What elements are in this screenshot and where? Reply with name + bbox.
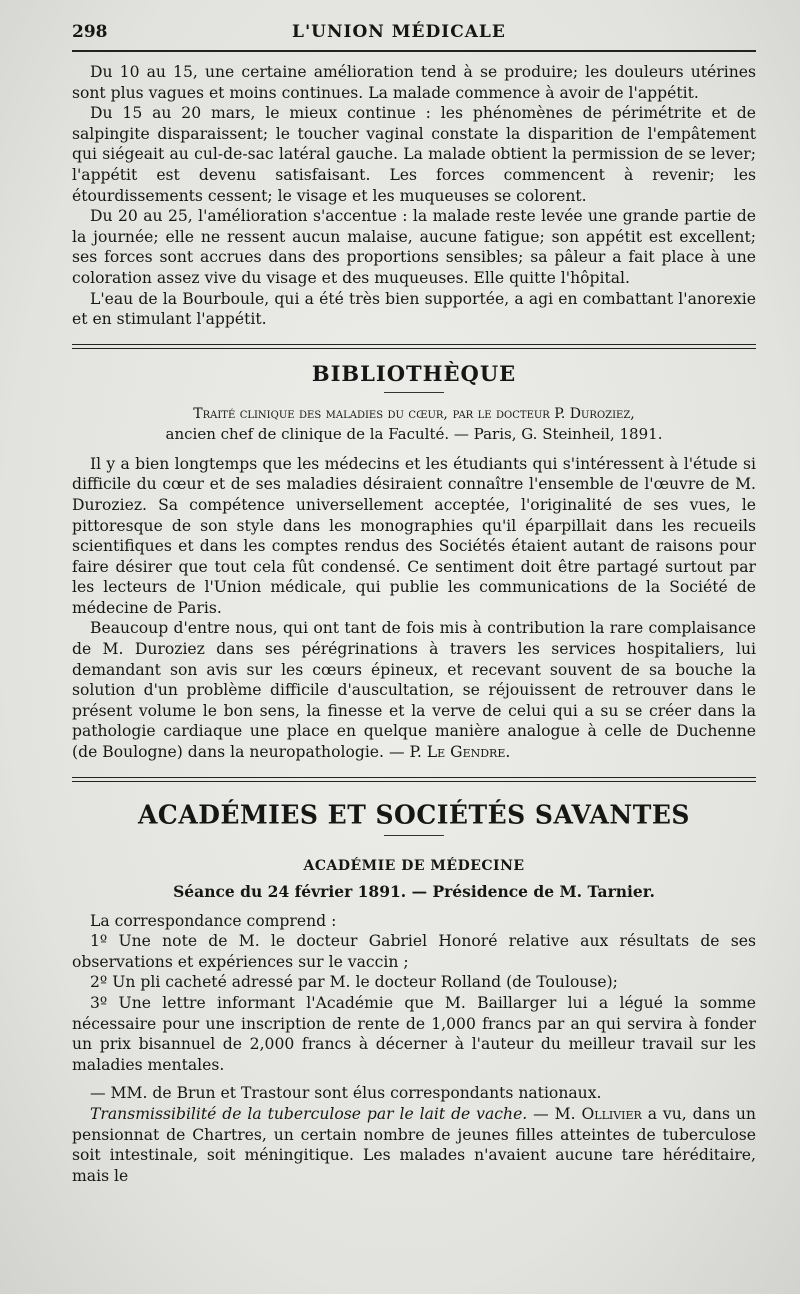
header-rule bbox=[72, 50, 756, 52]
review-paragraph bbox=[72, 618, 756, 762]
academies-title: ACADÉMIES ET SOCIÉTÉS SAVANTES bbox=[138, 798, 690, 830]
title-underline bbox=[384, 835, 444, 836]
case-paragraph: L'eau de la Bourboule, qui a été très bien supportée, a agi en combattant l'anorexie et en stimulant l'appétit. bbox=[72, 289, 756, 329]
running-title: L'UNION MÉDICALE bbox=[292, 22, 506, 42]
transmission-text: a vu, dans un pensionnat de Chartres, un certain nombre de jeunes filles atteintes de tuberculose soit intestinale, soit méningitique. Les malades n'avaient aucune tare héréditaire, mais le bbox=[72, 1104, 756, 1185]
case-paragraph: Du 15 au 20 mars, le mieux continue : les phénomènes de périmétrite et de salpingite disparaissent; le toucher vaginal constate la disparition de l'empâtement qui siégeait au cul-de-sac latéral gauche. La malade obtient la permission de se lever; l'appétit est devenu satisfaisant. Les forces commencent à revenir; les étourdissements cessent; le visage et les muqueuses se colorent. bbox=[72, 104, 756, 205]
transmission-speaker: — M. Ollivier bbox=[533, 1104, 642, 1123]
book-author: par le docteur P. Duroziez, bbox=[452, 405, 635, 422]
case-report-continuation bbox=[72, 62, 756, 330]
section-divider-inner bbox=[72, 348, 756, 349]
bibliotheque-title: BIBLIOTHÈQUE bbox=[311, 360, 517, 386]
case-paragraph: Du 20 au 25, l'amélioration s'accentue : la malade reste levée une grande partie de la journée; elle ne ressent aucun malaise, aucune fatigue; son appétit est excellent; ses forces sont accrues dans des proportions sensibles; sa pâleur a fait place à une coloration assez vive du visage et des muqueuses. Elle quitte l'hôpital. bbox=[72, 207, 756, 287]
page-number: 298 bbox=[72, 22, 108, 42]
section-divider-inner bbox=[72, 781, 756, 782]
review-paragraph: Il y a bien longtemps que les médecins et les étudiants qui s'intéressent à l'étude si difficile du cœur et de ses maladies désiraient connaître l'ensemble de l'œuvre de M. Duroziez. Sa compétence universellement acceptée, l'originalité de ses vues, le pittoresque de son style dans les monographies qu'il éparpillait dans les recueils scientifiques et dans les comptes rendus des Sociétés étaient autant de raisons pour faire désirer que tout cela fût condensé. Ce sentiment doit être partagé surtout par les lecteurs de l'Union médicale, qui publie les communications de la Société de médecine de Paris. bbox=[72, 454, 756, 617]
transmission-paragraph bbox=[72, 1104, 756, 1186]
section-divider bbox=[72, 344, 756, 345]
election-note: — MM. de Brun et Trastour sont élus correspondants nationaux. bbox=[90, 1084, 602, 1103]
review-text: Beaucoup d'entre nous, qui ont tant de fois mis à contribution la rare complaisance de M. Duroziez dans ses pérégrinations à travers les services hospitaliers, lui demandant son avis sur les cœurs épineux, et recevant souvent de sa bouche la solution d'un problème difficile d'auscultation, se réjouissent de retrouver dans le présent volume le bon sens, la finesse et la verve de celui qui a su se créer dans la pathologie cardiaque une place en quelque manière analogue à celle de Duchenne (de Boulogne) dans la neuropathologie. bbox=[72, 619, 756, 762]
transmission-title: Transmissibilité de la tuberculose par le lait de vache. bbox=[90, 1104, 528, 1123]
book-title: Traité clinique des maladies du cœur, bbox=[193, 405, 448, 422]
review-signature: — P. Le Gendre. bbox=[388, 743, 511, 762]
section-divider bbox=[72, 777, 756, 778]
seance-report bbox=[72, 911, 756, 1187]
correspondance-item: 3º Une lettre informant l'Académie que M. Baillarger lui a légué la somme nécessaire pour une inscription de rente de 1,000 francs par an qui servira à fonder un prix bisannuel de 2,000 francs à décerner à l'auteur du meilleur travail sur les maladies mentales. bbox=[72, 994, 756, 1074]
correspondance-item: 1º Une note de M. le docteur Gabriel Honoré relative aux résultats de ses observations et expériences sur le vaccin ; bbox=[72, 932, 756, 971]
book-reference bbox=[72, 403, 756, 444]
page-header bbox=[72, 22, 756, 48]
seance-line: Séance du 24 février 1891. — Présidence de M. Tarnier. bbox=[173, 881, 655, 901]
correspondance-item: 2º Un pli cacheté adressé par M. le docteur Rolland (de Toulouse); bbox=[90, 973, 618, 992]
academie-subtitle: ACADÉMIE DE MÉDECINE bbox=[303, 857, 525, 874]
title-underline bbox=[384, 392, 444, 393]
correspondance-intro: La correspondance comprend : bbox=[90, 911, 337, 930]
book-publisher: ancien chef de clinique de la Faculté. — Paris, G. Steinheil, 1891. bbox=[165, 424, 663, 443]
case-paragraph: Du 10 au 15, une certaine amélioration tend à se produire; les douleurs utérines sont plus vagues et moins continues. La malade commence à avoir de l'appétit. bbox=[72, 63, 756, 102]
book-review bbox=[72, 454, 756, 763]
